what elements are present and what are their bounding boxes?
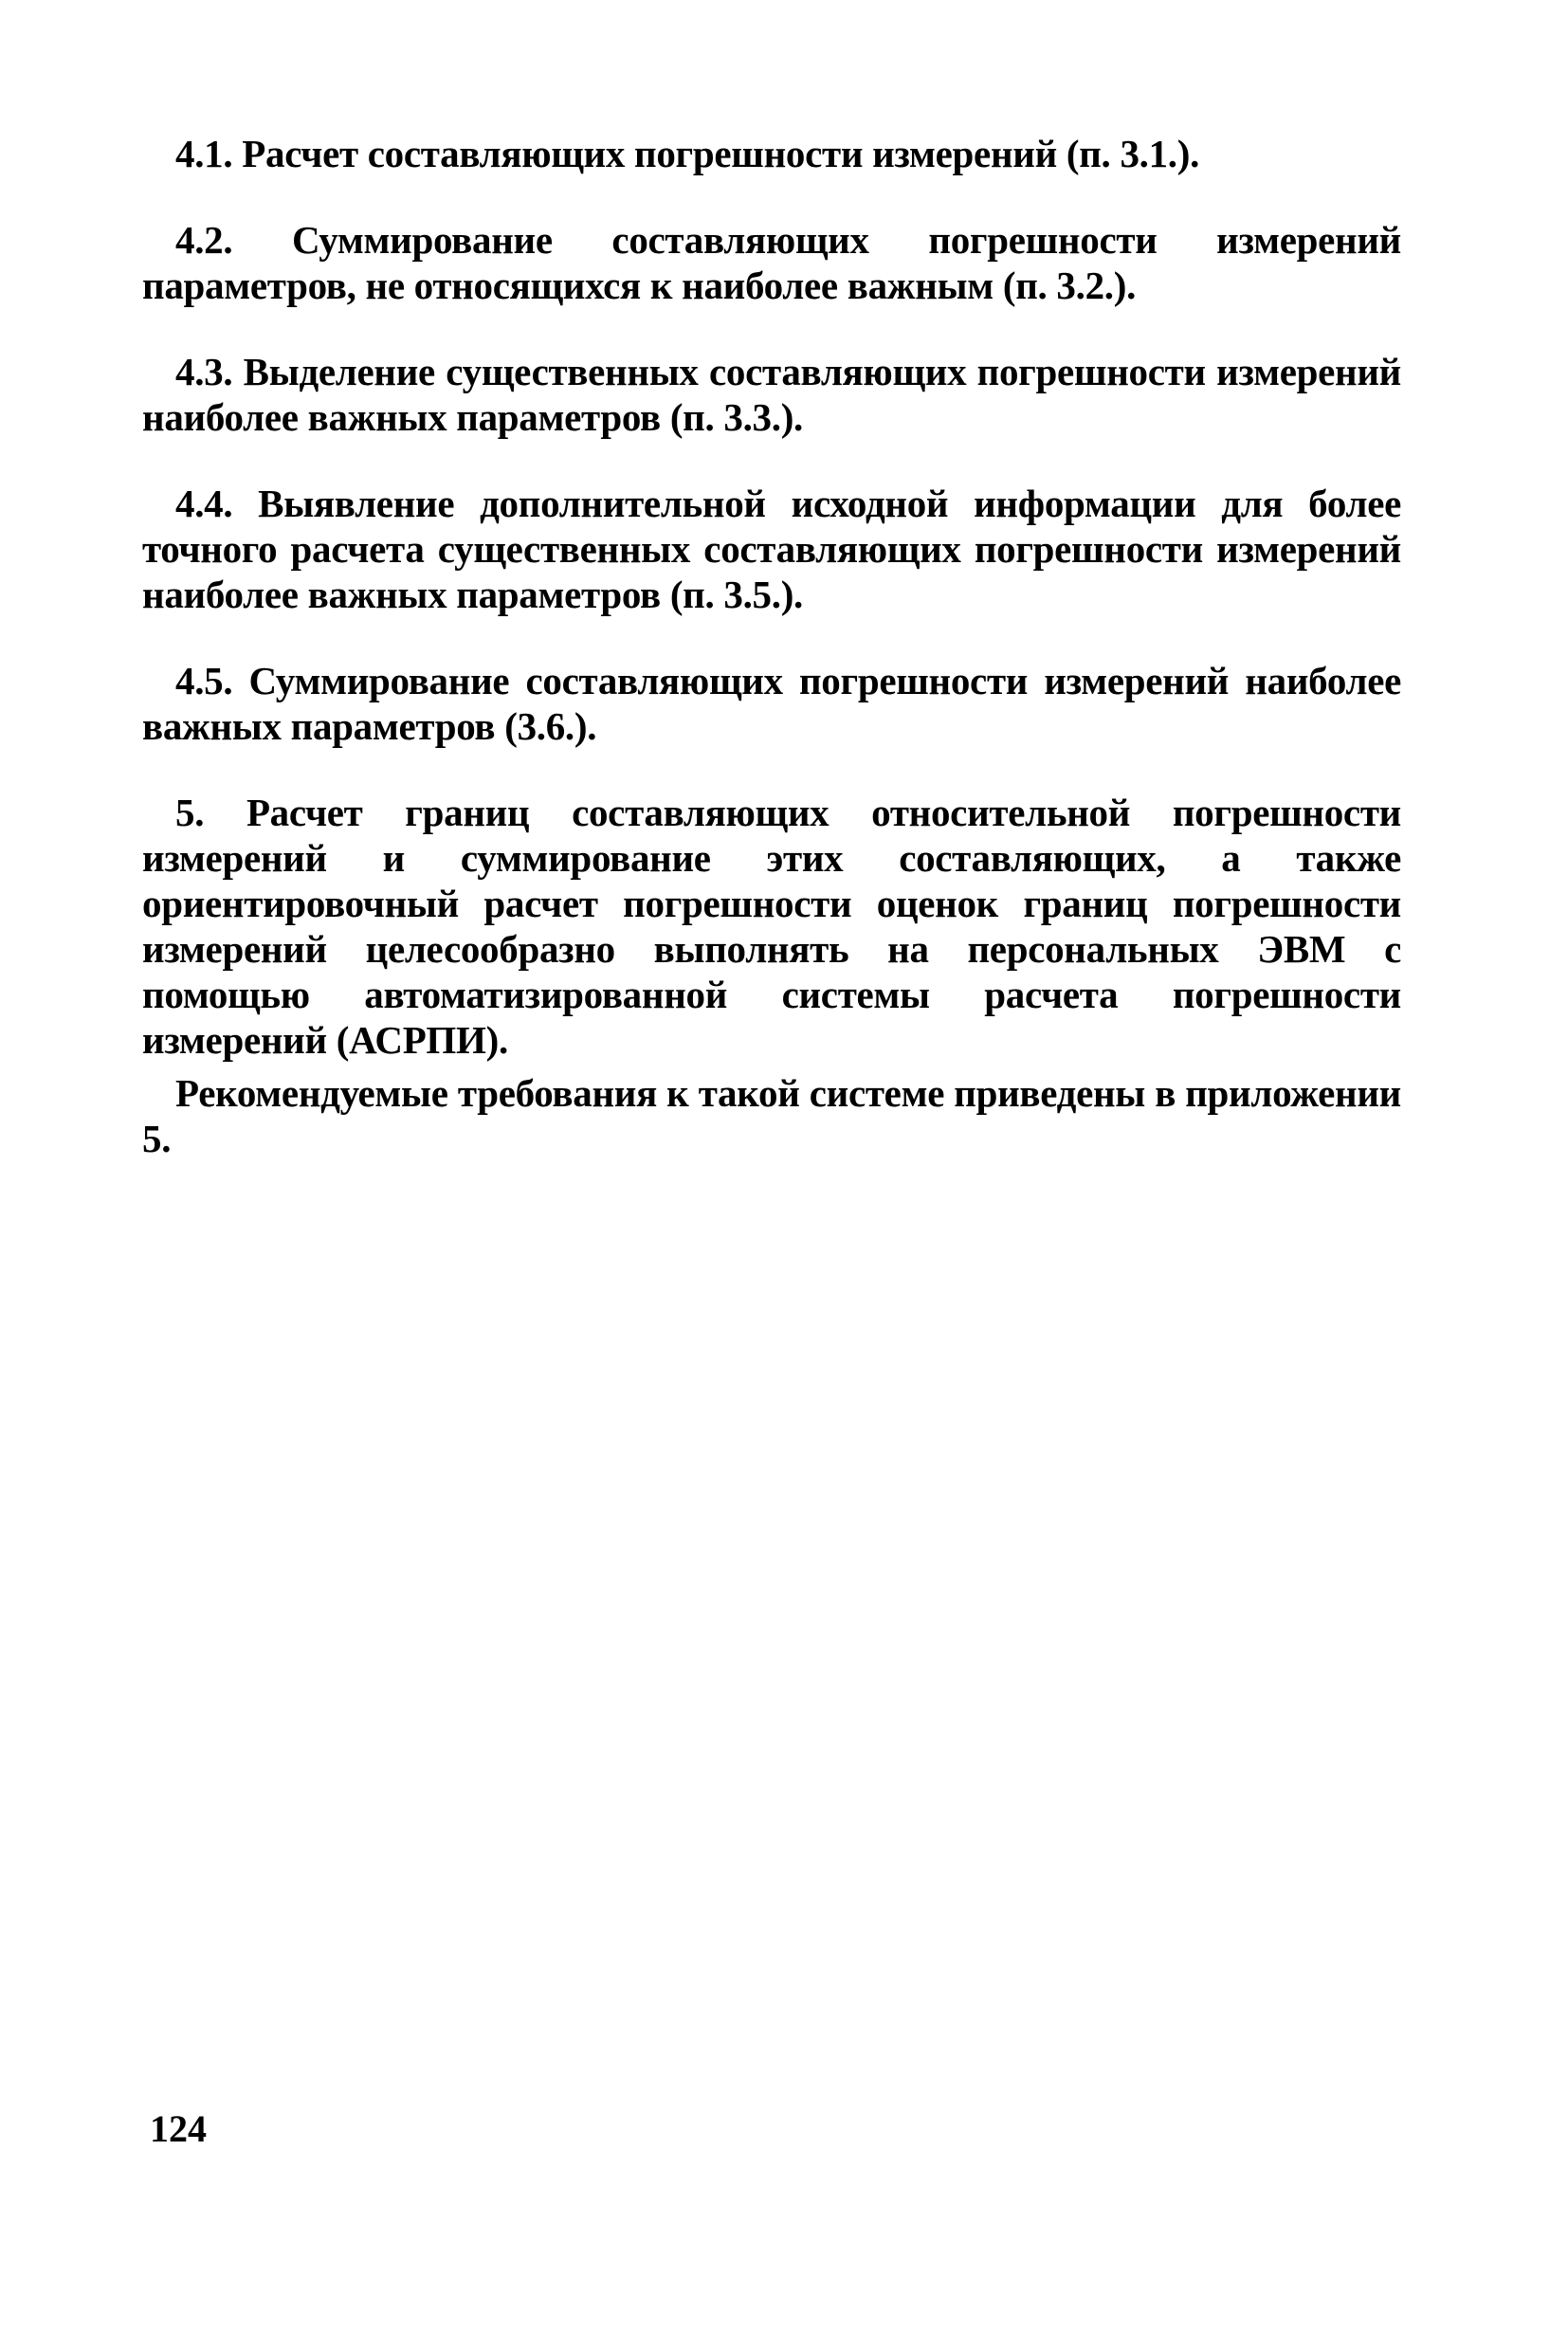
page-number: 124	[150, 2107, 207, 2150]
paragraph-recommendation: Рекомендуемые требования к такой системе приведены в приложении 5.	[142, 1071, 1401, 1160]
paragraph-4-1: 4.1. Расчет составляющих погрешности измерений (п. 3.1.).	[175, 132, 1200, 175]
body-text	[142, 131, 1401, 1202]
paragraph-4-4: 4.4. Выявление дополнительной исходной информации для более точного расчета существенных составляющих погрешности измерений наиболее важных параметров (п. 3.5.).	[142, 482, 1401, 616]
paragraph-4-5: 4.5. Суммирование составляющих погрешности измерений наиболее важных параметров (3.6.).	[142, 659, 1401, 748]
paragraph-4-3: 4.3. Выделение существенных составляющих погрешности измерений наиболее важных параметров (п. 3.3.).	[142, 350, 1401, 439]
paragraph-5: 5. Расчет границ составляющих относительной погрешности измерений и суммирование этих составляющих, а также ориентировочный расчет погрешности оценок границ погрешности измерений целесообразно выполнять на персональных ЭВМ с помощью автоматизированной системы расчета погрешности измерений (АСРПИ).	[142, 791, 1401, 1062]
paragraph-4-2: 4.2. Суммирование составляющих погрешности измерений параметров, не относящихся к наиболее важным (п. 3.2.).	[142, 218, 1401, 307]
